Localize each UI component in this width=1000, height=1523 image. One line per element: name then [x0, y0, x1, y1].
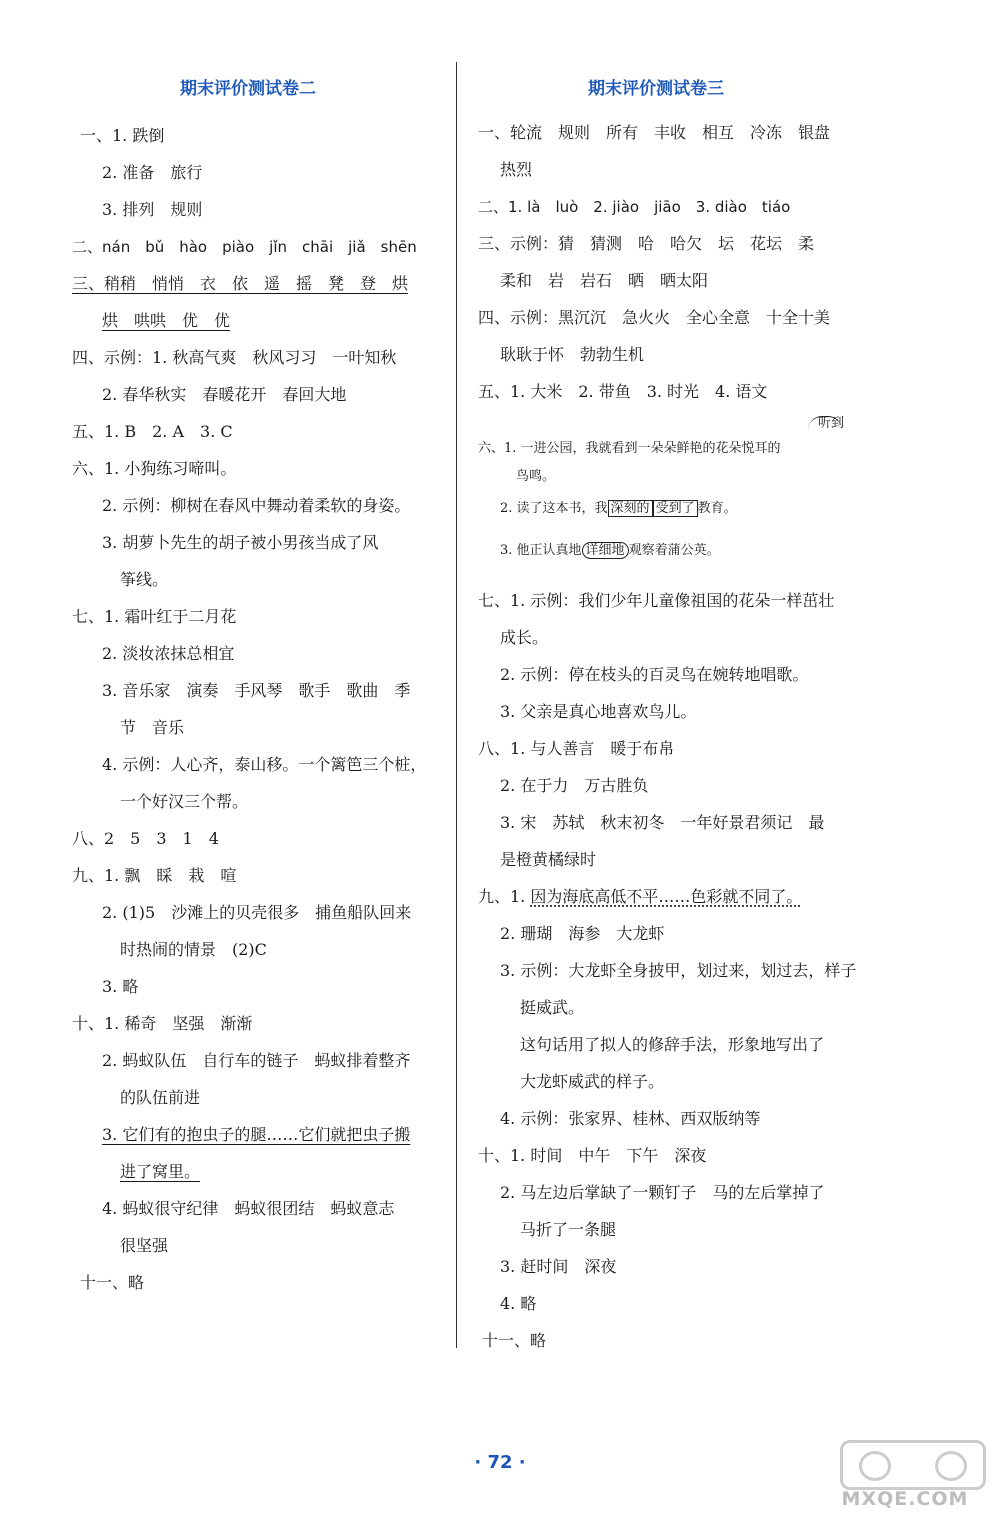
- answer-line: 三、稍稍 悄悄 衣 依 遥 摇 凳 登 烘: [72, 274, 409, 293]
- answer-line: 一、轮流 规则 所有 丰收 相互 冷冻 银盘: [478, 123, 831, 142]
- answer-line: 4. 略: [500, 1294, 537, 1313]
- answer-line: 3. 父亲是真心地喜欢鸟儿。: [500, 702, 697, 721]
- answer-line: 3. 排列 规则: [102, 200, 203, 219]
- answer-line: 2. 春华秋实 春暖花开 春回大地: [102, 385, 347, 404]
- boxed-word: 受到了: [653, 500, 698, 517]
- boxed-word: 深刻的: [608, 500, 653, 517]
- answer-line: 七、1. 霜叶红于二月花: [72, 607, 237, 626]
- answer-line-pinyin: 二、nán bǔ hào piào jǐn chāi jiǎ shēn: [72, 238, 417, 256]
- watermark-logo-icon: [840, 1440, 986, 1490]
- answer-line: 筝线。: [120, 570, 169, 589]
- answer-line: 4. 示例：人心齐，泰山移。一个篱笆三个桩，: [102, 755, 427, 774]
- answer-line: 3. 胡萝卜先生的胡子被小男孩当成了风: [102, 533, 379, 552]
- answer-line: 十一、略: [80, 1273, 145, 1292]
- underlined-sentence: 因为海底高低不平……色彩就不同了。: [530, 887, 803, 906]
- answer-line: [500, 498, 737, 520]
- answer-line: 十一、略: [482, 1331, 547, 1350]
- answer-line: 3. 赶时间 深夜: [500, 1257, 617, 1276]
- answer-line: 三、示例：猜 猜测 哈 哈欠 坛 花坛 柔: [478, 234, 815, 253]
- sentence-part: 观察着蒲公英。: [628, 543, 720, 558]
- sentence-part: 九、1.: [478, 887, 531, 906]
- sentence-part: 教育。: [697, 501, 737, 516]
- answer-line: 一、1. 跌倒: [80, 126, 165, 145]
- answer-line: 时热闹的情景 (2)C: [120, 940, 267, 959]
- answer-line: [478, 886, 802, 908]
- answer-line: [500, 540, 720, 562]
- answer-line: 十、1. 稀奇 坚强 渐渐: [72, 1014, 253, 1033]
- answer-line: 五、1. B 2. A 3. C: [72, 422, 233, 441]
- answer-line: 是橙黄橘绿时: [500, 850, 597, 869]
- answer-line: 挺威武。: [520, 998, 585, 1017]
- answer-line: 五、1. 大米 2. 带鱼 3. 时光 4. 语文: [478, 382, 768, 401]
- left-section-title: 期末评价测试卷二: [180, 79, 316, 99]
- answer-line: [478, 438, 781, 460]
- answer-line-underlined: 进了窝里。: [120, 1162, 201, 1181]
- answer-line: 2. 示例：柳树在春风中舞动着柔软的身姿。: [102, 496, 411, 515]
- right-section-title: 期末评价测试卷三: [588, 79, 724, 99]
- answer-line: 4. 蚂蚁很守纪律 蚂蚁很团结 蚂蚁意志: [102, 1199, 395, 1218]
- answer-line: 2. 蚂蚁队伍 自行车的链子 蚂蚁排着整齐: [102, 1051, 411, 1070]
- answer-line: 大龙虾威武的样子。: [520, 1072, 665, 1091]
- answer-line: 柔和 岩 岩石 晒 晒太阳: [500, 271, 709, 290]
- answer-line: 2. 在于力 万古胜负: [500, 776, 649, 795]
- answer-line: 节 音乐: [120, 718, 185, 737]
- answer-line: 四、示例：黑沉沉 急火火 全心全意 十全十美: [478, 308, 831, 327]
- answer-line: 热烈: [500, 160, 533, 179]
- sentence-part: 悦耳的: [741, 441, 781, 456]
- answer-line: 2. 马左边后掌缺了一颗钉子 马的左后掌掉了: [500, 1183, 825, 1202]
- answer-line: 2. 淡妆浓抹总相宜: [102, 644, 235, 663]
- answer-line-pinyin: 二、1. là luò 2. jiào jiāo 3. diào tiáo: [478, 198, 791, 216]
- answer-line: 七、1. 示例：我们少年儿童像祖国的花朵一样茁壮: [478, 591, 835, 610]
- answer-line: 3. 宋 苏轼 秋末初冬 一年好景君须记 最: [500, 813, 825, 832]
- answer-line: 的队伍前进: [120, 1088, 201, 1107]
- watermark-text: MXQE.COM: [841, 1488, 969, 1510]
- answer-line: 成长。: [500, 628, 549, 647]
- answer-line: 九、1. 飘 睬 栽 喧: [72, 866, 237, 885]
- column-divider: [456, 62, 457, 1348]
- answer-line: 十、1. 时间 中午 下午 深夜: [478, 1146, 707, 1165]
- sentence-part: 2. 读了这本书，我: [500, 501, 608, 516]
- circled-word: 详细地: [582, 542, 629, 559]
- answer-line: 很坚强: [120, 1236, 169, 1255]
- answer-line: 2. (1)5 沙滩上的贝壳很多 捕鱼船队回来: [102, 903, 412, 922]
- answer-line: 一个好汉三个帮。: [120, 792, 249, 811]
- answer-line: 2. 示例：停在枝头的百灵鸟在婉转地唱歌。: [500, 665, 809, 684]
- answer-line: 3. 略: [102, 977, 139, 996]
- sentence-part: 六、1. 一进公园，我就看到一朵朵鲜艳的花朵: [478, 441, 742, 456]
- answer-line: 这句话用了拟人的修辞手法，形象地写出了: [520, 1035, 825, 1054]
- answer-line: 3. 音乐家 演奏 手风琴 歌手 歌曲 季: [102, 681, 411, 700]
- answer-line: 六、1. 小狗练习啼叫。: [72, 459, 237, 478]
- answer-line-underlined: 3. 它们有的抱虫子的腿……它们就把虫子搬: [102, 1125, 411, 1144]
- inserted-word-annotation: 听到: [818, 416, 845, 431]
- answer-line: 烘 哄哄 优 优: [102, 311, 231, 330]
- answer-line: 鸟鸣。: [516, 469, 556, 484]
- answer-line: 3. 示例：大龙虾全身披甲，划过来，划过去，样子: [500, 961, 857, 980]
- sentence-part: 3. 他正认真地: [500, 543, 582, 558]
- answer-line: 耿耿于怀 勃勃生机: [500, 345, 645, 364]
- answer-line: 2. 珊瑚 海参 大龙虾: [500, 924, 665, 943]
- answer-line: 4. 示例：张家界、桂林、西双版纳等: [500, 1109, 761, 1128]
- answer-line: 四、示例：1. 秋高气爽 秋风习习 一叶知秋: [72, 348, 397, 367]
- answer-line: 马折了一条腿: [520, 1220, 617, 1239]
- answer-line: 八、2 5 3 1 4: [72, 829, 219, 848]
- page-number: · 72 ·: [474, 1452, 526, 1473]
- answer-line: 2. 准备 旅行: [102, 163, 203, 182]
- answer-line: 八、1. 与人善言 暖于布帛: [478, 739, 675, 758]
- site-watermark: [820, 1440, 990, 1515]
